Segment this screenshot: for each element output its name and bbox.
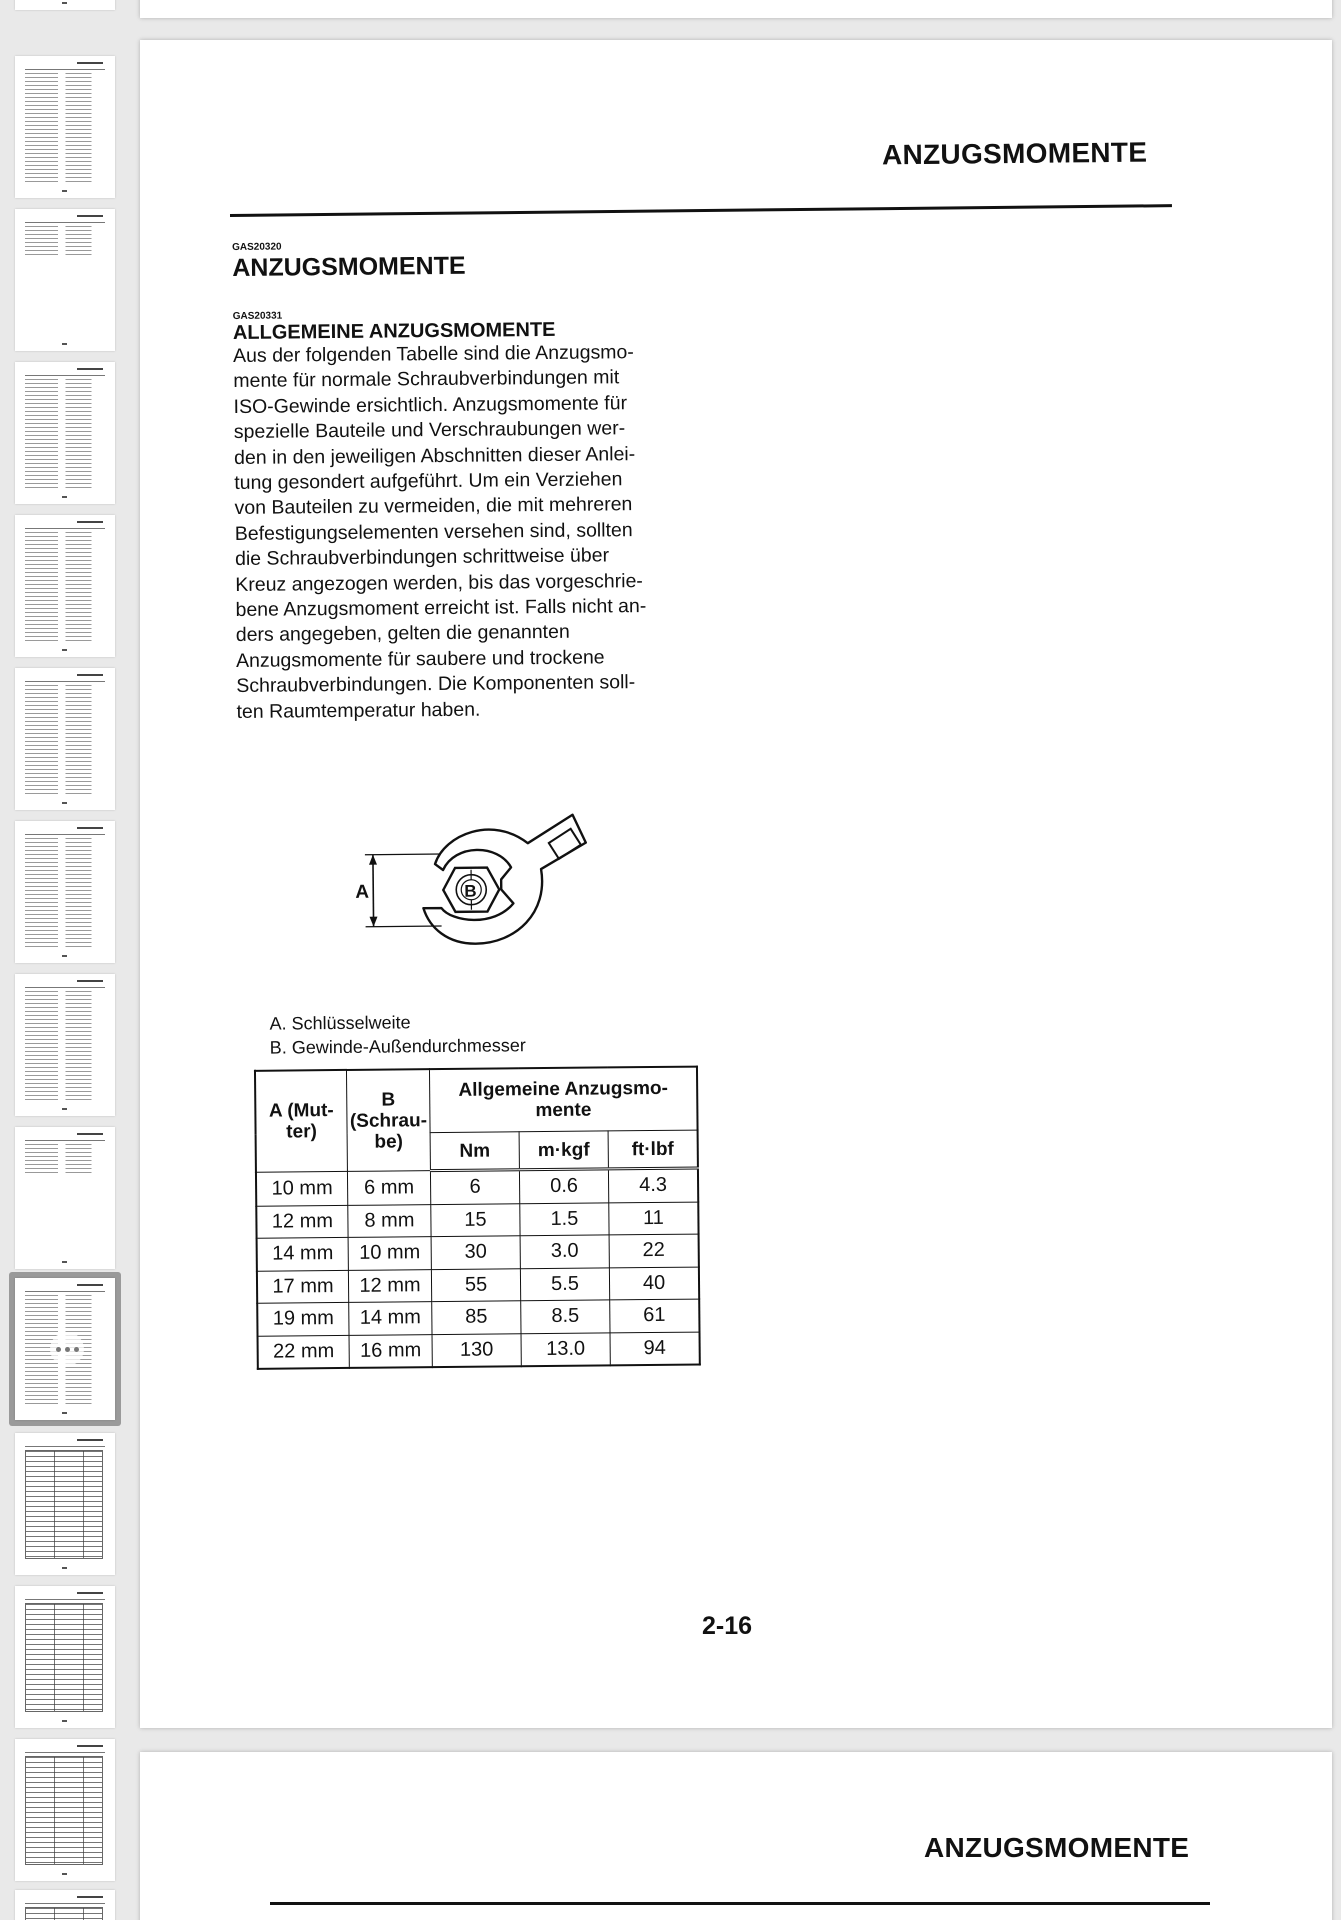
- body-line: tung gesondert aufgeführt. Um ein Verziehen: [234, 468, 623, 495]
- table-row: 14 mm 10 mm 30 3.0 22: [257, 1234, 699, 1271]
- thumbnail-more-button[interactable]: [50, 1332, 84, 1366]
- page-thumbnail[interactable]: [15, 1127, 115, 1269]
- page-thumbnail[interactable]: [15, 515, 115, 657]
- page-thumbnail[interactable]: [15, 974, 115, 1116]
- wrench-diagram: [342, 802, 604, 974]
- body-line: Aus der folgenden Tabelle sind die Anzugsmo-: [233, 341, 634, 367]
- page-number: 2-16: [702, 1612, 753, 1640]
- current-page: [140, 40, 1332, 1728]
- header-col-b: B (Schrau- be): [346, 1069, 430, 1171]
- body-line: die Schraubverbindungen schrittweise über: [234, 544, 610, 571]
- page-thumbnail[interactable]: [15, 362, 115, 504]
- next-page: [140, 1752, 1332, 1920]
- ellipsis-icon: [56, 1347, 61, 1352]
- page-thumbnail-sidebar[interactable]: [0, 0, 130, 1920]
- next-page-header-title: ANZUGSMOMENTE: [924, 1832, 1190, 1863]
- legend-item-b: B. Gewinde-Außendurchmesser: [269, 1035, 526, 1058]
- table-row: 17 mm 12 mm 55 5.5 40: [257, 1267, 699, 1304]
- legend-item-a: A. Schlüsselweite: [269, 1012, 411, 1034]
- torque-table: [254, 1066, 701, 1370]
- body-line: mente für normale Schraubverbindungen mit: [233, 366, 620, 393]
- header-col-a: A (Mut- ter): [255, 1070, 347, 1172]
- subsection-code: GAS20331: [232, 310, 283, 322]
- body-line: Befestigungselementen versehen sind, sollten: [234, 519, 633, 545]
- body-line: ISO-Gewinde ersichtlich. Anzugsmomente für: [233, 392, 628, 418]
- header-unit-mkgf: m·kgf: [519, 1131, 608, 1170]
- header-rule: [230, 204, 1172, 217]
- table-row: 12 mm 8 mm 15 1.5 11: [256, 1202, 698, 1239]
- previous-page: [140, 0, 1332, 18]
- section-code: GAS20320: [232, 241, 282, 253]
- page-thumbnail[interactable]: [15, 821, 115, 963]
- next-page-header-rule: [270, 1902, 1210, 1905]
- table-row: 19 mm 14 mm 85 8.5 61: [257, 1299, 699, 1336]
- page-thumbnail[interactable]: [15, 668, 115, 810]
- figure-label-b: B: [464, 881, 477, 901]
- subsection-title: ALLGEMEINE ANZUGSMOMENTE: [232, 318, 556, 344]
- page-thumbnail[interactable]: [15, 1890, 115, 1920]
- table-row: 22 mm 16 mm 130 13.0 94: [258, 1332, 700, 1369]
- table-row: 10 mm 6 mm 6 0.6 4.3: [256, 1168, 698, 1206]
- figure-label-a: A: [355, 881, 370, 903]
- body-line: Kreuz angezogen werden, bis das vorgeschrie-: [235, 569, 643, 596]
- page-thumbnail[interactable]: [15, 1739, 115, 1881]
- body-line: spezielle Bauteile und Verschraubungen wer-: [233, 417, 626, 444]
- header-unit-nm: Nm: [430, 1132, 519, 1171]
- section-title: ANZUGSMOMENTE: [232, 251, 466, 282]
- body-line: den in den jeweiligen Abschnitten dieser Anlei-: [233, 442, 636, 469]
- header-unit-ftlbf: ft·lbf: [608, 1130, 698, 1169]
- figure-legend: [269, 1009, 526, 1059]
- header-group-torque: Allgemeine Anzugsmo- mente: [429, 1067, 697, 1133]
- page-header-title: ANZUGSMOMENTE: [881, 136, 1148, 171]
- page-thumbnail[interactable]: [15, 0, 115, 10]
- page-content: [232, 231, 1132, 1363]
- page-thumbnail[interactable]: [15, 1586, 115, 1728]
- page-thumbnail[interactable]: [15, 56, 115, 198]
- body-paragraph: [233, 339, 717, 725]
- body-line: Anzugsmomente für saubere und trockene: [235, 646, 605, 672]
- page-thumbnail[interactable]: [15, 1433, 115, 1575]
- body-line: ten Raumtemperatur haben.: [236, 698, 481, 723]
- body-line: bene Anzugsmoment erreicht ist. Falls nicht an-: [235, 595, 647, 622]
- page-thumbnail[interactable]: [15, 209, 115, 351]
- body-line: ders angegeben, gelten die genannten: [235, 621, 570, 647]
- body-line: von Bauteilen zu vermeiden, die mit mehreren: [234, 493, 633, 520]
- body-line: Schraubverbindungen. Die Komponenten soll-: [236, 671, 636, 698]
